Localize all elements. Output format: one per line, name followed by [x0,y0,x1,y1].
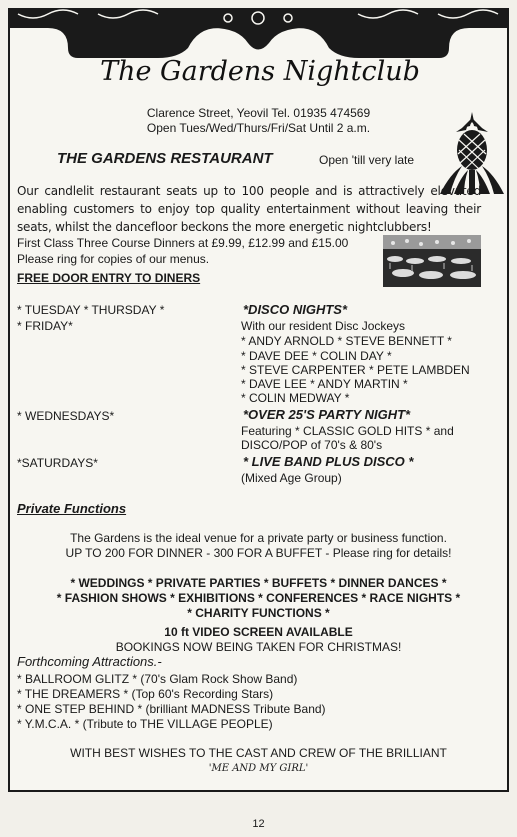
club-address: Clarence Street, Yeovil Tel. 01935 474569 [146,106,371,120]
disco-line: * DAVE DEE * COLIN DAY * [241,349,392,363]
disco-line: With our resident Disc Jockeys [241,319,406,333]
restaurant-photo [383,235,481,287]
club-title: The Gardens Nightclub [100,56,420,87]
over25-line: Featuring * CLASSIC GOLD HITS * and [241,424,454,438]
disco-line: * STEVE CARPENTER * PETE LAMBDEN [241,363,470,377]
restaurant-description: Our candlelit restaurant seats up to 100 people and is attractively elevated enabling customers to enjoy top quality entertainment without leaving their seats, whilst the dancefloor beckons the more energetic nightclubbers! [17,184,481,234]
page-number: 12 [252,818,265,830]
christmas-bookings: BOOKINGS NOW BEING TAKEN FOR CHRISTMAS! [115,640,402,654]
private-functions-heading: Private Functions [17,501,127,516]
schedule-tue-thu: * TUESDAY * THURSDAY * [17,303,165,317]
disco-nights-heading: *DISCO NIGHTS* [243,302,348,317]
restaurant-opening: Open 'till very late [319,153,414,167]
free-entry-note: FREE DOOR ENTRY TO DINERS [17,271,201,285]
disco-line: * DAVE LEE * ANDY MARTIN * [241,377,408,391]
live-band-line: (Mixed Age Group) [241,471,342,485]
attraction-item: * BALLROOM GLITZ * (70's Glam Rock Show Band) [17,672,298,686]
private-line-2: UP TO 200 FOR DINNER - 300 FOR A BUFFET - Please ring for details! [65,546,452,560]
show-through-text [350,783,353,793]
restaurant-heading: THE GARDENS RESTAURANT [57,150,273,167]
attraction-item: * Y.M.C.A. * (Tribute to THE VILLAGE PEOPLE) [17,717,273,731]
schedule-friday: * FRIDAY* [17,319,73,333]
closing-wishes: WITH BEST WISHES TO THE CAST AND CREW OF THE BRILLIANT [70,746,447,760]
private-events-2: * FASHION SHOWS * EXHIBITIONS * CONFERENCES * RACE NIGHTS * [56,591,461,605]
video-screen-note: 10 ft VIDEO SCREEN AVAILABLE [164,625,353,639]
private-events-1: * WEDDINGS * PRIVATE PARTIES * BUFFETS * DINNER DANCES * [70,576,447,590]
live-band-heading: * LIVE BAND PLUS DISCO * [243,454,414,469]
schedule-wednesday: * WEDNESDAYS* [17,409,115,423]
menu-note: Please ring for copies of our menus. [17,252,210,266]
closing-show-title: 'ME AND MY GIRL' [208,763,309,774]
private-line-1: The Gardens is the ideal venue for a private party or business function. [70,531,447,545]
over25-heading: *OVER 25'S PARTY NIGHT* [243,407,411,422]
disco-line: * ANDY ARNOLD * STEVE BENNETT * [241,334,452,348]
attraction-item: * ONE STEP BEHIND * (brilliant MADNESS Tribute Band) [17,702,326,716]
attraction-item: * THE DREAMERS * (Top 60's Recording Stars) [17,687,274,701]
forthcoming-heading: Forthcoming Attractions.- [17,654,162,669]
schedule-saturday: *SATURDAYS* [17,456,98,470]
disco-line: * COLIN MEDWAY * [241,391,350,405]
club-hours: Open Tues/Wed/Thurs/Fri/Sat Until 2 a.m. [146,121,371,135]
private-events-3: * CHARITY FUNCTIONS * [187,606,330,620]
over25-line: DISCO/POP of 70's & 80's [241,438,383,452]
dinner-prices: First Class Three Course Dinners at £9.99, £12.99 and £15.00 [17,236,349,250]
